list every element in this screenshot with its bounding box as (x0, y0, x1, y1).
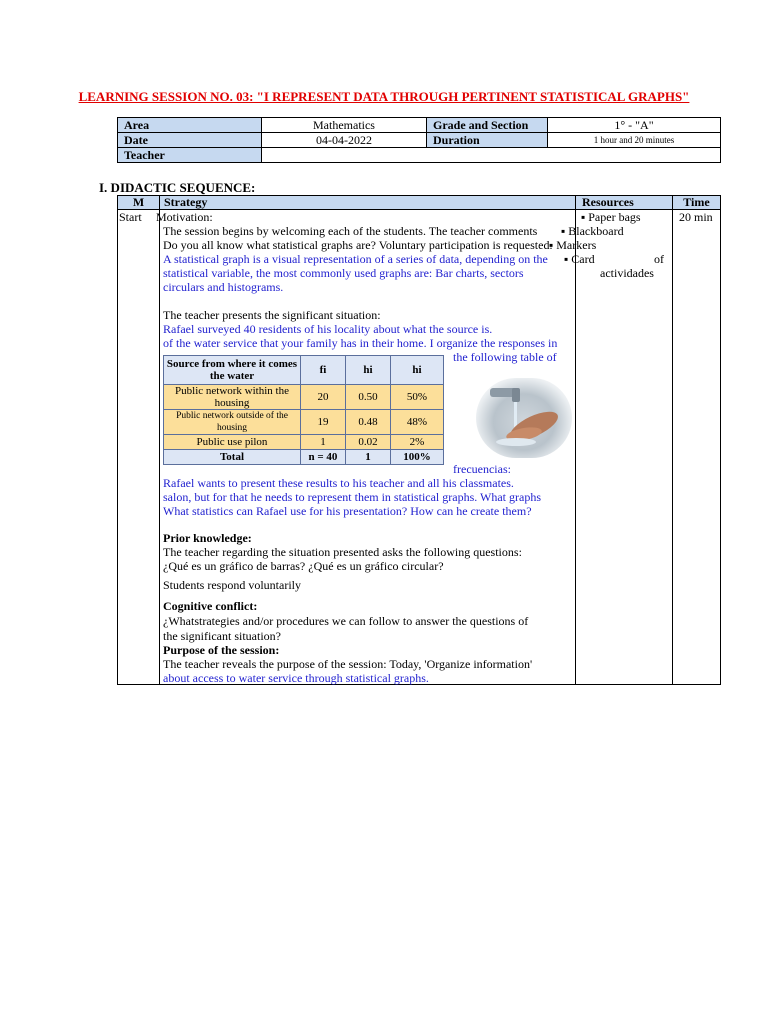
grade-label: Grade and Section (427, 118, 548, 133)
freq-cell: 20 (301, 385, 346, 410)
strategy-text: of the water service that your family has in their home. I organize the responses in (163, 336, 558, 350)
strategy-text: circulars and histograms. (163, 280, 284, 294)
strategy-text: The teacher presents the significant situation: (163, 308, 381, 322)
column-divider (575, 195, 576, 685)
strategy-text: The teacher reveals the purpose of the session: Today, 'Organize information' (163, 657, 533, 671)
header-resources: Resources (575, 195, 673, 210)
grade-value: 1° - "A" (548, 118, 721, 133)
strategy-text: The session begins by welcoming each of the students. The teacher comments (163, 224, 538, 238)
header-strategy: Strategy (159, 195, 576, 210)
freq-header: fi (301, 356, 346, 385)
info-table (117, 117, 721, 163)
header-time: Time (672, 195, 721, 210)
freq-total: 1 (346, 450, 391, 465)
freq-cell: Public network within the housing (164, 385, 301, 410)
strategy-text: Rafael wants to present these results to his teacher and all his classmates. (163, 476, 514, 490)
resource-item: ▪ Paper bags (581, 210, 641, 224)
strategy-text: What statistics can Rafael use for his presentation? How can he create them? (163, 504, 532, 518)
freq-cell: 0.50 (346, 385, 391, 410)
freq-cell: 0.48 (346, 410, 391, 435)
water-tap-image (476, 378, 572, 458)
strategy-text: ¿Whatstrategies and/or procedures we can follow to answer the questions of (163, 614, 529, 628)
time-value: 20 min (679, 210, 713, 224)
resource-item: ▪ Blackboard (561, 224, 624, 238)
strategy-text: Do you all know what statistical graphs are? Voluntary participation is requested. (163, 238, 553, 252)
cognitive-conflict-title: Cognitive conflict: (163, 599, 258, 613)
motivation-title: Motivation: (156, 210, 213, 224)
freq-cell: 1 (301, 435, 346, 450)
freq-header: Source from where it comes the water (164, 356, 301, 385)
freq-header: hi (346, 356, 391, 385)
freq-cell: Public network outside of the housing (164, 410, 301, 435)
date-label: Date (118, 133, 262, 148)
freq-cell: Public use pilon (164, 435, 301, 450)
prior-knowledge-title: Prior knowledge: (163, 531, 252, 545)
strategy-text: frecuencias: (453, 462, 511, 476)
area-value: Mathematics (262, 118, 427, 133)
freq-cell: 0.02 (346, 435, 391, 450)
strategy-text: The teacher regarding the situation presented asks the following questions: (163, 545, 522, 559)
section-title: I. DIDACTIC SEQUENCE: (99, 180, 256, 195)
freq-header: hi (391, 356, 444, 385)
teacher-label: Teacher (118, 148, 262, 163)
teacher-value (262, 148, 721, 163)
resource-item: ▪ Markers (549, 238, 597, 252)
freq-cell: 19 (301, 410, 346, 435)
resource-item: actividades (600, 266, 654, 280)
freq-cell: 50% (391, 385, 444, 410)
column-divider (672, 195, 673, 685)
header-m: M (117, 195, 160, 210)
strategy-text: ¿Qué es un gráfico de barras? ¿Qué es un gráfico circular? (163, 559, 444, 573)
strategy-text: salon, but for that he needs to represent them in statistical graphs. What graphs (163, 490, 542, 504)
strategy-text: A statistical graph is a visual representation of a series of data, depending on the (163, 252, 548, 266)
resource-item: ▪ Card (564, 252, 595, 266)
session-title: LEARNING SESSION NO. 03: "I REPRESENT DATA THROUGH PERTINENT STATISTICAL GRAPHS" (78, 89, 690, 104)
purpose-title: Purpose of the session: (163, 643, 280, 657)
freq-total: Total (164, 450, 301, 465)
strategy-text: the significant situation? (163, 629, 281, 643)
freq-total: 100% (391, 450, 444, 465)
freq-total: n = 40 (301, 450, 346, 465)
date-value: 04-04-2022 (262, 133, 427, 148)
resource-item: of (654, 252, 664, 266)
strategy-text: Rafael surveyed 40 residents of his locality about what the source is. (163, 322, 493, 336)
duration-label: Duration (427, 133, 548, 148)
strategy-text: the following table of (453, 350, 557, 364)
frequency-table (163, 355, 444, 465)
freq-cell: 48% (391, 410, 444, 435)
column-divider (159, 195, 160, 685)
strategy-text: about access to water service through statistical graphs. (163, 671, 429, 685)
moment-label: Start (119, 210, 142, 224)
duration-value: 1 hour and 20 minutes (548, 133, 721, 148)
area-label: Area (118, 118, 262, 133)
freq-cell: 2% (391, 435, 444, 450)
strategy-text: Students respond voluntarily (163, 578, 301, 592)
strategy-text: statistical variable, the most commonly used graphs are: Bar charts, sectors (163, 266, 524, 280)
